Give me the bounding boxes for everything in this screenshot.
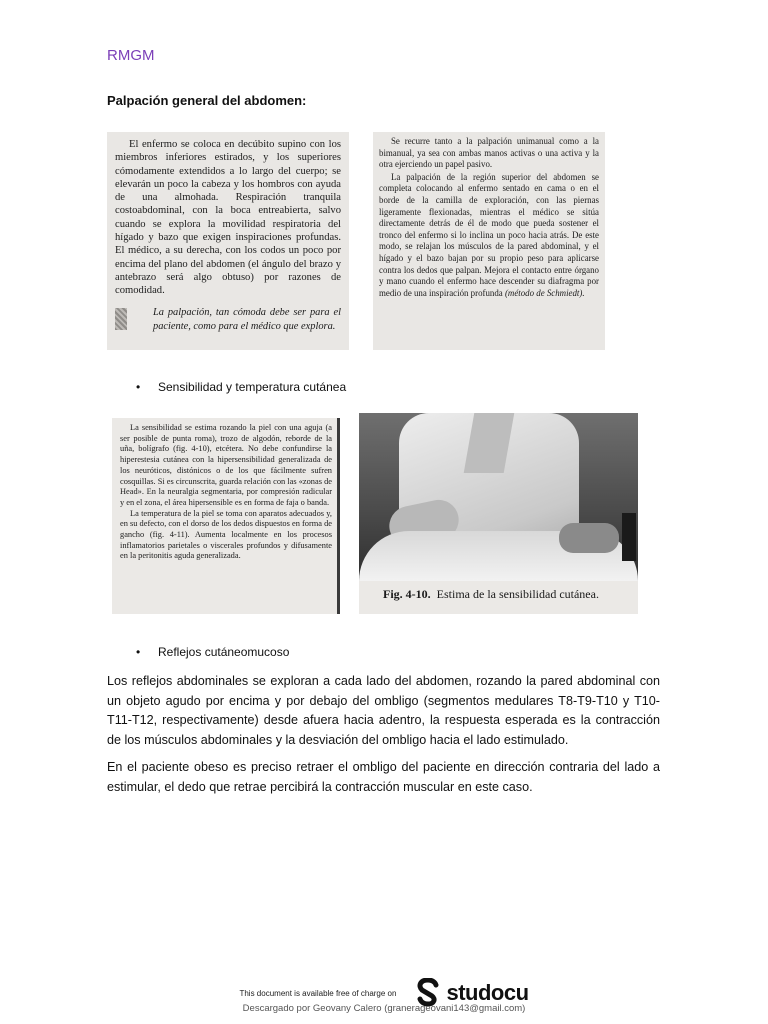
bullet-label: Reflejos cutáneomucoso	[158, 645, 290, 659]
scan-excerpt-palpation-methods	[373, 132, 605, 350]
figure-caption-text: Estima de la sensibilidad cutánea.	[436, 587, 599, 601]
scan-1-note	[115, 306, 341, 334]
bullet-sensibilidad	[136, 380, 346, 394]
figure-caption	[359, 581, 638, 614]
scan-2-paragraph-2-text: La palpación de la región superior del abdomen se completa colocando al enfermo sentado en cama o en el borde de la camilla de exploración, con las piernas ligeramente flexionadas, mientras el médico se sitúa directamente detrás de él de modo que pueda sostener el tronco del enfermo si lo inclina un poco hacia atrás. De este modo, se relajan los músculos de la pared abdominal, y el hígado y el bazo bajan por su propio peso para aplicarse contra los dedos que palpan. Mejora el contacto entre órgano y mano cuando el enfermo hace descender su diafragma por medio de una inspiración profunda	[379, 171, 599, 298]
scan-excerpt-sensibility	[112, 418, 340, 614]
photo-hand	[559, 523, 619, 553]
figure-photo	[359, 413, 638, 581]
header-brand: RMGM	[107, 47, 155, 64]
scan-2-paragraph-2	[379, 172, 599, 300]
scan-3-paragraph-1: La sensibilidad se estima rozando la piel con una aguja (a ser posible de punta roma), trozo de algodón, reborde de la uña, bolígrafo (fig. 4-10), etcétera. No debe confundirse la hiperestesia cutánea con la hipersensibilidad generalizada de los neuróticos, distónicos o de los que fácilmente sufren cosquillas. Si es circunscrita, guarda relación con las «zonas de Head». En la neuralgia segmentaria, por compresión radicular y en el zona, el área hipersensible es en forma de faja o banda.	[120, 423, 332, 507]
scan-1-text: El enfermo se coloca en decúbito supino con los miembros inferiores estirados, y los superiores cómodamente extendidos a lo largo del cuerpo; se elevarán un poco la cabeza y los hombros con ayuda de una almohada. Respiración tranquila costoabdominal, con la boca entreabierta, salvo cuando se explora la movilidad respiratoria del hígado y bazo que exigen inspiraciones profundas. El médico, a su derecha, con los codos un poco por encima del plano del abdomen (el ángulo del brazo y antebrazo será algo obtuso) por razones de comodidad.	[115, 139, 341, 297]
note-marker-icon	[115, 308, 127, 330]
photo-dark-object	[622, 513, 636, 561]
studocu-wordmark: studocu	[446, 980, 529, 1005]
scan-edge	[337, 418, 340, 614]
footer-download-credit: Descargado por Geovany Calero (granerageovani143@gmail.com)	[242, 1003, 526, 1014]
bullet-label: Sensibilidad y temperatura cutánea	[158, 380, 347, 394]
scan-excerpt-palpation	[107, 132, 349, 350]
bullet-reflejos	[136, 645, 289, 659]
paragraph-reflexes: Los reflejos abdominales se exploran a cada lado del abdomen, rozando la pared abdominal con un objeto agudo por encima y por debajo del ombligo (segmentos medulares T8-T9-T10 y T10-T11-T12, respectivamente) desde afuera hacia adentro, la respuesta esperada es la contracción de los músculos abdominales y la desviación del ombligo hacia el lado estimulado.	[107, 674, 660, 747]
section-title: Palpación general del abdomen:	[107, 93, 307, 108]
bullet-icon: •	[136, 380, 141, 394]
scan-3-paragraph-2: La temperatura de la piel se toma con aparatos adecuados y, en su defecto, con el dorso de los dedos dispuestos en forma de gancho (fig. 4-11). Aumenta localmente en los procesos inflamatorios parietales o viscerales profundos y difusamente en la peritonitis aguda generalizada.	[120, 508, 332, 561]
scan-1-note-text: La palpación, tan cómoda debe ser para el paciente, como para el médico que explora.	[153, 306, 341, 332]
paragraph-obese-patient: En el paciente obeso es preciso retraer el ombligo del paciente en dirección contraria del lado a estimular, el dedo que retrae percibirá la contracción muscular en este caso.	[107, 760, 660, 794]
figure-label: Fig. 4-10.	[383, 587, 431, 601]
scan-2-paragraph-1: Se recurre tanto a la palpación unimanual como a la bimanual, ya sea con ambas manos activas o una activa y la otra ejerciendo un papel pasivo.	[379, 136, 599, 170]
scan-2-method: (método de Schmiedt).	[504, 287, 585, 298]
footer-availability-text: This document is available free of charge on	[239, 988, 397, 998]
bullet-icon: •	[136, 645, 141, 659]
